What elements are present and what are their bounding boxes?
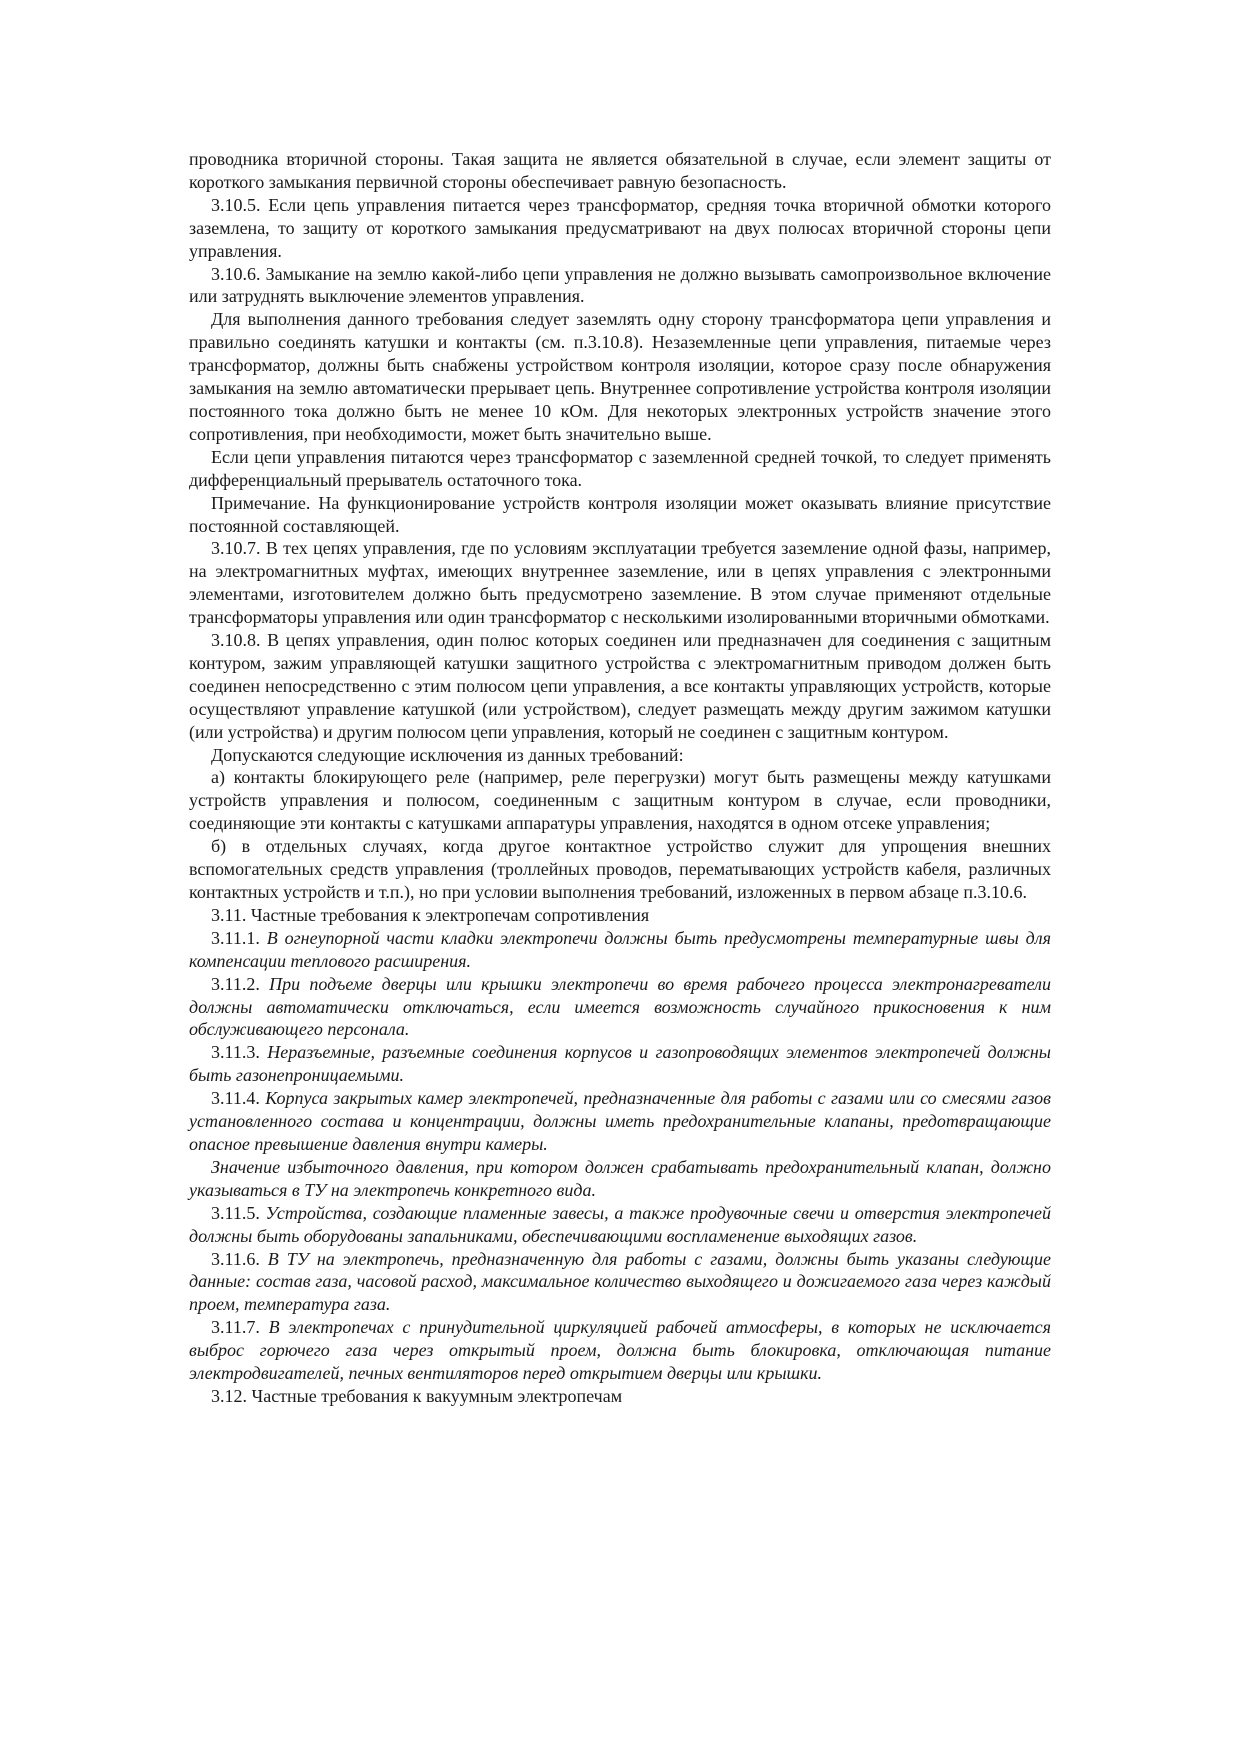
paragraph-3-11-2: 3.11.2. При подъеме дверцы или крышки электропечи во время рабочего процесса электронагреватели должны автоматически отключаться, если имеется возможность случайного прикосновения к ним обслуживающего персонала. (189, 973, 1051, 1040)
list-item-a: а) контакты блокирующего реле (например, реле перегрузки) могут быть размещены между катушками устройств управления и полюсом, соединенным с защитным контуром в случае, если проводники, соединяющие эти контакты с катушками аппаратуры управления, находятся в одном отсеке управления; (189, 767, 1051, 834)
document-page (189, 148, 1051, 1408)
section-heading-3-11: 3.11. Частные требования к электропечам сопротивления (211, 904, 650, 925)
note-paragraph: Примечание. На функционирование устройств контроля изоляции может оказывать влияние присутствие постоянной составляющей. (189, 492, 1051, 536)
paragraph: Допускаются следующие исключения из данных требований: (211, 744, 684, 765)
paragraph-3-11-3: 3.11.3. Неразъемные, разъемные соединения корпусов и газопроводящих элементов электропечей должны быть газонепроницаемыми. (189, 1042, 1051, 1086)
paragraph-3-11-4: 3.11.4. Корпуса закрытых камер электропечей, предназначенные для работы с газами или со смесями газов установленного состава и концентрации, должны иметь предохранительные клапаны, предотвращающие опасное превышение давления внутри камеры. (189, 1088, 1051, 1154)
paragraph-3-11-6: 3.11.6. В ТУ на электропечь, предназначенную для работы с газами, должны быть указаны следующие данные: состав газа, часовой расход, максимальное количество выходящего и дожигаемого газа через каждый проем, температура газа. (189, 1248, 1051, 1315)
paragraph-3-10-6: 3.10.6. Замыкание на землю какой-либо цепи управления не должно вызывать самопроизвольное включение или затруднять выключение элементов управления. (189, 263, 1052, 307)
paragraph: Для выполнения данного требования следует заземлять одну сторону трансформатора цепи управления и правильно соединять катушки и контакты (см. п.3.10.8). Незаземленные цепи управления, питаемые через трансформатор, должны быть снабжены устройством контроля изоляции, которое сразу после обнаружения замыкания на землю автоматически прерывает цепь. Внутреннее сопротивление устройства контроля изоляции постоянного тока должно быть не менее 10 кОм. Для некоторых электронных устройств значение этого сопротивления, при необходимости, может быть значительно выше. (189, 309, 1051, 444)
paragraph-3-10-5: 3.10.5. Если цепь управления питается через трансформатор, средняя точка вторичной обмотки которого заземлена, то защиту от короткого замыкания предусматривают на двух полюсах вторичной стороны цепи управления. (189, 194, 1051, 261)
section-heading-3-12: 3.12. Частные требования к вакуумным электропечам (211, 1385, 623, 1406)
paragraph-3-11-1: 3.11.1. В огнеупорной части кладки электропечи должны быть предусмотрены температурные швы для компенсации теплового расширения. (189, 927, 1051, 971)
paragraph-3-10-8: 3.10.8. В цепях управления, один полюс которых соединен или предназначен для соединения с защитным контуром, зажим управляющей катушки защитного устройства с электромагнитным приводом должен быть соединен непосредственно с этим полюсом цепи управления, а все контакты управляющих устройств, которые осуществляют управление катушкой (или устройством), следует размещать между другим зажимом катушки (или устройства) и другим полюсом цепи управления, который не соединен с защитным контуром. (189, 630, 1051, 742)
paragraph: Значение избыточного давления, при котором должен срабатывать предохранительный клапан, должно указываться в ТУ на электропечь конкретного вида. (189, 1156, 1051, 1200)
list-item-b: б) в отдельных случаях, когда другое контактное устройство служит для упрощения внешних вспомогательных средств управления (троллейных проводов, перематывающих устройств кабеля, различных контактных устройств и т.п.), но при условии выполнения требований, изложенных в первом абзаце п.3.10.6. (189, 836, 1051, 902)
paragraph-3-10-7: 3.10.7. В тех цепях управления, где по условиям эксплуатации требуется заземление одной фазы, например, на электромагнитных муфтах, имеющих внутреннее заземление, или в цепях управления с электронными элементами, изготовителем должно быть предусмотрено заземление. В этом случае применяют отдельные трансформаторы управления или один трансформатор с несколькими изолированными вторичными обмотками. (189, 538, 1051, 628)
paragraph-3-11-7: 3.11.7. В электропечах с принудительной циркуляцией рабочей атмосферы, в которых не исключается выброс горючего газа через открытый проем, должна быть блокировка, отключающая питание электродвигателей, печных вентиляторов перед открытием дверцы или крышки. (189, 1317, 1051, 1384)
paragraph: проводника вторичной стороны. Такая защита не является обязательной в случае, если элемент защиты от короткого замыкания первичной стороны обеспечивает равную безопасность. (189, 149, 1051, 192)
paragraph-3-11-5: 3.11.5. Устройства, создающие пламенные завесы, а также продувочные свечи и отверстия электропечей должны быть оборудованы запальниками, обеспечивающими воспламенение выходящих газов. (189, 1202, 1051, 1246)
paragraph: Если цепи управления питаются через трансформатор с заземленной средней точкой, то следует применять дифференциальный прерыватель остаточного тока. (189, 446, 1051, 490)
